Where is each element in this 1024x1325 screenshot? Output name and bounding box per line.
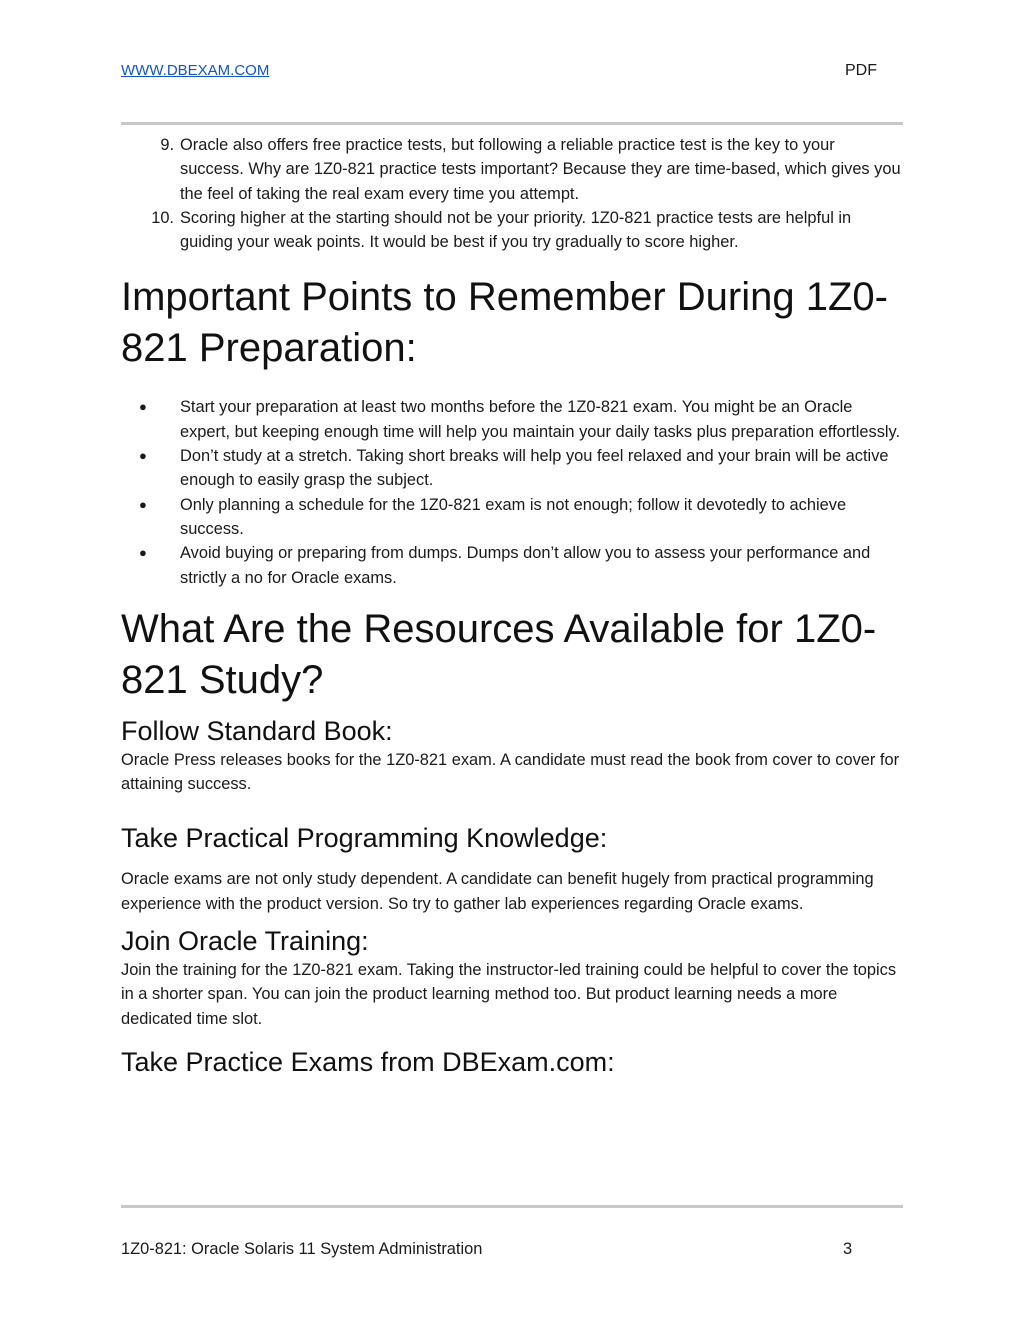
bullet-icon: ● — [139, 448, 147, 464]
footer-title: 1Z0-821: Oracle Solaris 11 System Administration — [121, 1240, 483, 1258]
list-item-text: Avoid buying or preparing from dumps. Dumps don’t allow you to assess your performance and strictly a no for Oracle exams. — [180, 544, 871, 587]
bullet-icon: ● — [139, 545, 147, 561]
list-item-text: Oracle also offers free practice tests, but following a reliable practice test is the key to your success. Why are 1Z0-821 practice tests important? Because they are time-based, which gives you the feel of taking the real exam every time you attempt. — [180, 136, 901, 203]
subheading-practice-exams: Take Practice Exams from DBExam.com: — [121, 1046, 615, 1077]
page-number: 3 — [843, 1240, 853, 1258]
numbered-list — [121, 133, 903, 254]
list-item — [121, 395, 903, 444]
paragraph-oracle-training: Join the training for the 1Z0-821 exam. Taking the instructor-led training could be helpful to cover the topics in a shorter span. You can join the product learning method too. But product learning needs a more dedicated time slot. — [121, 961, 897, 1028]
list-item — [121, 541, 903, 590]
list-item — [121, 206, 903, 255]
header-divider — [121, 122, 903, 125]
list-item-text: Start your preparation at least two months before the 1Z0-821 exam. You might be an Oracle expert, but keeping enough time will help you maintain your daily tasks plus preparation effortlessly. — [180, 398, 901, 441]
page-content — [121, 133, 903, 1079]
subheading-practical-knowledge: Take Practical Programming Knowledge: — [121, 823, 608, 854]
paragraph-practical-knowledge: Oracle exams are not only study dependent. A candidate can benefit hugely from practical programming experience with the product version. So try to gather lab experiences regarding Oracle exams. — [121, 870, 874, 913]
heading-important-points: Important Points to Remember During 1Z0-821 Preparation: — [121, 275, 888, 371]
list-item-text: Only planning a schedule for the 1Z0-821 exam is not enough; follow it devotedly to achieve success. — [180, 495, 847, 538]
list-item — [121, 493, 903, 542]
list-item-text: Scoring higher at the starting should not be your priority. 1Z0-821 practice tests are helpful in guiding your weak points. It would be best if you try gradually to score higher. — [180, 208, 852, 252]
bullet-icon: ● — [139, 399, 147, 415]
paragraph-standard-book: Oracle Press releases books for the 1Z0-821 exam. A candidate must read the book from cover to cover for attaining success. — [121, 750, 900, 794]
bullet-list — [121, 395, 903, 589]
footer-divider — [121, 1205, 903, 1208]
list-number: 10. — [151, 208, 174, 227]
site-link[interactable]: WWW.DBEXAM.COM — [121, 62, 270, 79]
header-label: PDF — [845, 62, 877, 79]
list-item — [121, 133, 903, 206]
subheading-standard-book: Follow Standard Book: — [121, 715, 393, 746]
subheading-oracle-training: Join Oracle Training: — [121, 926, 369, 957]
list-item-text: Don’t study at a stretch. Taking short breaks will help you feel relaxed and your brain will be active enough to easily grasp the subject. — [180, 447, 889, 490]
heading-resources: What Are the Resources Available for 1Z0-821 Study? — [121, 606, 877, 702]
bullet-icon: ● — [139, 496, 147, 512]
list-number: 9. — [160, 136, 174, 154]
list-item — [121, 444, 903, 493]
